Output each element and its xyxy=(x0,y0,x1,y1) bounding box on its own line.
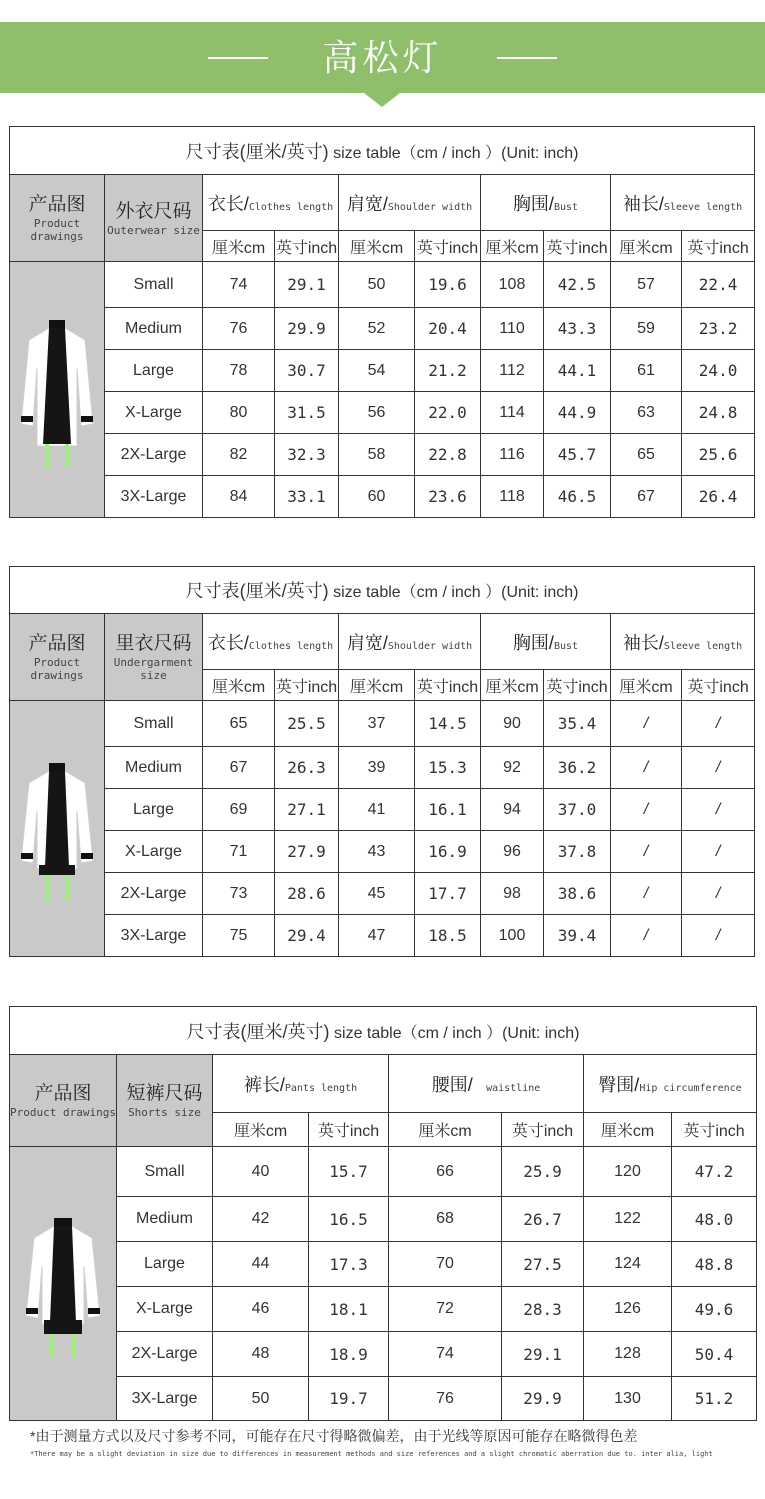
value-cell: 39.4 xyxy=(544,915,611,957)
value-cell: 44 xyxy=(213,1242,309,1287)
value-cell: 46.5 xyxy=(544,476,611,518)
value-cell: 59 xyxy=(611,308,682,350)
value-cell: 118 xyxy=(481,476,544,518)
value-cell: 16.5 xyxy=(309,1197,389,1242)
banner-title: 高松灯 xyxy=(322,37,443,78)
value-cell: / xyxy=(611,831,682,873)
value-cell: 27.9 xyxy=(275,831,339,873)
table-row xyxy=(10,1377,757,1421)
value-cell: 23.2 xyxy=(682,308,755,350)
value-cell: 61 xyxy=(611,350,682,392)
unit-inch: 英寸inch xyxy=(275,231,339,262)
unit-cm: 厘米cm xyxy=(481,231,544,262)
unit-cm: 厘米cm xyxy=(213,1113,309,1147)
unit-inch: 英寸inch xyxy=(544,670,611,701)
measure-header-clothes-length: 衣长/Clothes length xyxy=(203,614,339,670)
value-cell: 29.9 xyxy=(502,1377,584,1421)
value-cell: / xyxy=(611,701,682,747)
value-cell: 21.2 xyxy=(415,350,481,392)
value-cell: 29.1 xyxy=(275,262,339,308)
unit-inch: 英寸inch xyxy=(672,1113,757,1147)
value-cell: 50.4 xyxy=(672,1332,757,1377)
value-cell: 52 xyxy=(339,308,415,350)
value-cell: 48 xyxy=(213,1332,309,1377)
value-cell: 76 xyxy=(203,308,275,350)
measure-header-sleeve-length: 袖长/Sleeve length xyxy=(611,175,755,231)
value-cell: 114 xyxy=(481,392,544,434)
value-cell: 100 xyxy=(481,915,544,957)
value-cell: 126 xyxy=(584,1287,672,1332)
value-cell: 68 xyxy=(389,1197,502,1242)
value-cell: 90 xyxy=(481,701,544,747)
value-cell: 36.2 xyxy=(544,747,611,789)
size-header: 里衣尺码 Undergarment size xyxy=(105,614,203,701)
product-drawing-header: 产品图 Product drawings xyxy=(10,614,105,701)
value-cell: 19.6 xyxy=(415,262,481,308)
unit-cm: 厘米cm xyxy=(339,231,415,262)
size-label: 3X-Large xyxy=(105,915,203,957)
table-title: 尺寸表(厘米/英寸) size table（cm / inch ）(Unit: inch) xyxy=(10,1007,757,1055)
value-cell: 18.1 xyxy=(309,1287,389,1332)
table-row xyxy=(10,434,755,476)
table-row xyxy=(10,1332,757,1377)
table-row xyxy=(10,1242,757,1287)
value-cell: 84 xyxy=(203,476,275,518)
value-cell: 25.9 xyxy=(502,1147,584,1197)
value-cell: 27.5 xyxy=(502,1242,584,1287)
value-cell: 130 xyxy=(584,1377,672,1421)
value-cell: 40 xyxy=(213,1147,309,1197)
value-cell: 50 xyxy=(339,262,415,308)
value-cell: 44.9 xyxy=(544,392,611,434)
value-cell: 26.7 xyxy=(502,1197,584,1242)
size-header: 短裤尺码 Shorts size xyxy=(117,1055,213,1147)
value-cell: 33.1 xyxy=(275,476,339,518)
size-label: 3X-Large xyxy=(105,476,203,518)
value-cell: 22.0 xyxy=(415,392,481,434)
value-cell: 20.4 xyxy=(415,308,481,350)
value-cell: 42 xyxy=(213,1197,309,1242)
value-cell: 37 xyxy=(339,701,415,747)
unit-cm: 厘米cm xyxy=(481,670,544,701)
value-cell: 69 xyxy=(203,789,275,831)
value-cell: 98 xyxy=(481,873,544,915)
value-cell: 66 xyxy=(389,1147,502,1197)
unit-inch: 英寸inch xyxy=(682,670,755,701)
table-row xyxy=(10,873,755,915)
value-cell: 15.3 xyxy=(415,747,481,789)
unit-cm: 厘米cm xyxy=(611,670,682,701)
value-cell: 73 xyxy=(203,873,275,915)
outerwear-size-table xyxy=(9,126,755,518)
value-cell: 25.6 xyxy=(682,434,755,476)
table-row xyxy=(10,915,755,957)
unit-cm: 厘米cm xyxy=(389,1113,502,1147)
value-cell: 45.7 xyxy=(544,434,611,476)
value-cell: 65 xyxy=(611,434,682,476)
note-english: *There may be a slight deviation in size due to differences in measurement methods and size references and a slight chromatic aberration due to. inter alia, light xyxy=(30,1450,713,1458)
value-cell: 29.9 xyxy=(275,308,339,350)
size-label: Small xyxy=(105,701,203,747)
value-cell: 78 xyxy=(203,350,275,392)
unit-inch: 英寸inch xyxy=(415,231,481,262)
value-cell: / xyxy=(682,747,755,789)
value-cell: 48.8 xyxy=(672,1242,757,1287)
value-cell: 96 xyxy=(481,831,544,873)
value-cell: 42.5 xyxy=(544,262,611,308)
size-label: 2X-Large xyxy=(105,873,203,915)
value-cell: 18.9 xyxy=(309,1332,389,1377)
value-cell: 17.7 xyxy=(415,873,481,915)
value-cell: 124 xyxy=(584,1242,672,1287)
value-cell: 120 xyxy=(584,1147,672,1197)
value-cell: 92 xyxy=(481,747,544,789)
unit-inch: 英寸inch xyxy=(544,231,611,262)
value-cell: 43 xyxy=(339,831,415,873)
value-cell: 47.2 xyxy=(672,1147,757,1197)
value-cell: 16.1 xyxy=(415,789,481,831)
value-cell: 39 xyxy=(339,747,415,789)
size-label: Large xyxy=(117,1242,213,1287)
product-image xyxy=(10,1147,117,1421)
measure-header-shoulder-width: 肩宽/Shoulder width xyxy=(339,614,481,670)
value-cell: 67 xyxy=(203,747,275,789)
value-cell: 24.8 xyxy=(682,392,755,434)
value-cell: 17.3 xyxy=(309,1242,389,1287)
table-title: 尺寸表(厘米/英寸) size table（cm / inch ）(Unit: inch) xyxy=(10,567,755,614)
value-cell: 116 xyxy=(481,434,544,476)
value-cell: 24.0 xyxy=(682,350,755,392)
value-cell: 26.4 xyxy=(682,476,755,518)
value-cell: / xyxy=(682,701,755,747)
shorts-size-table xyxy=(9,1006,757,1421)
jacket-product-figure xyxy=(15,306,99,474)
unit-cm: 厘米cm xyxy=(339,670,415,701)
value-cell: 16.9 xyxy=(415,831,481,873)
undergarment-product-figure xyxy=(15,749,99,909)
value-cell: / xyxy=(682,831,755,873)
value-cell: 49.6 xyxy=(672,1287,757,1332)
value-cell: 22.4 xyxy=(682,262,755,308)
note-chinese: *由于测量方式以及尺寸参考不同，可能存在尺寸得略微偏差，由于光线等原因可能存在略微得色差 xyxy=(30,1428,638,1444)
size-label: 2X-Large xyxy=(105,434,203,476)
unit-inch: 英寸inch xyxy=(275,670,339,701)
value-cell: 110 xyxy=(481,308,544,350)
value-cell: 108 xyxy=(481,262,544,308)
value-cell: / xyxy=(611,915,682,957)
size-label: 2X-Large xyxy=(117,1332,213,1377)
size-label: Medium xyxy=(117,1197,213,1242)
value-cell: 46 xyxy=(213,1287,309,1332)
value-cell: 54 xyxy=(339,350,415,392)
value-cell: 19.7 xyxy=(309,1377,389,1421)
measure-header-pants-length: 裤长/Pants length xyxy=(213,1055,389,1113)
size-label: Medium xyxy=(105,747,203,789)
value-cell: 23.6 xyxy=(415,476,481,518)
value-cell: 50 xyxy=(213,1377,309,1421)
table-row xyxy=(10,262,755,308)
unit-cm: 厘米cm xyxy=(203,231,275,262)
shorts-product-figure xyxy=(18,1204,108,1364)
unit-inch: 英寸inch xyxy=(309,1113,389,1147)
value-cell: 128 xyxy=(584,1332,672,1377)
value-cell: 37.0 xyxy=(544,789,611,831)
undergarment-size-table xyxy=(9,566,755,957)
value-cell: 37.8 xyxy=(544,831,611,873)
table-row xyxy=(10,350,755,392)
value-cell: 35.4 xyxy=(544,701,611,747)
size-label: X-Large xyxy=(105,831,203,873)
value-cell: 56 xyxy=(339,392,415,434)
product-drawing-header: 产品图 Product drawings xyxy=(10,1055,117,1147)
table-row xyxy=(10,1287,757,1332)
value-cell: 28.3 xyxy=(502,1287,584,1332)
value-cell: 18.5 xyxy=(415,915,481,957)
value-cell: 60 xyxy=(339,476,415,518)
table-row xyxy=(10,831,755,873)
size-label: X-Large xyxy=(117,1287,213,1332)
measure-header-shoulder-width: 肩宽/Shoulder width xyxy=(339,175,481,231)
value-cell: 25.5 xyxy=(275,701,339,747)
value-cell: 28.6 xyxy=(275,873,339,915)
value-cell: 71 xyxy=(203,831,275,873)
value-cell: 48.0 xyxy=(672,1197,757,1242)
value-cell: 38.6 xyxy=(544,873,611,915)
value-cell: 30.7 xyxy=(275,350,339,392)
value-cell: 29.1 xyxy=(502,1332,584,1377)
size-label: Large xyxy=(105,350,203,392)
value-cell: 43.3 xyxy=(544,308,611,350)
table-row xyxy=(10,701,755,747)
size-label: 3X-Large xyxy=(117,1377,213,1421)
value-cell: 51.2 xyxy=(672,1377,757,1421)
measure-header-bust: 胸围/Bust xyxy=(481,175,611,231)
value-cell: 80 xyxy=(203,392,275,434)
value-cell: 75 xyxy=(203,915,275,957)
unit-inch: 英寸inch xyxy=(682,231,755,262)
size-label: Medium xyxy=(105,308,203,350)
value-cell: / xyxy=(682,789,755,831)
value-cell: 45 xyxy=(339,873,415,915)
measure-header-clothes-length: 衣长/Clothes length xyxy=(203,175,339,231)
value-cell: 32.3 xyxy=(275,434,339,476)
table-row xyxy=(10,392,755,434)
table-row xyxy=(10,789,755,831)
size-header: 外衣尺码 Outerwear size xyxy=(105,175,203,262)
unit-inch: 英寸inch xyxy=(415,670,481,701)
value-cell: / xyxy=(611,873,682,915)
value-cell: 41 xyxy=(339,789,415,831)
value-cell: 70 xyxy=(389,1242,502,1287)
unit-cm: 厘米cm xyxy=(584,1113,672,1147)
value-cell: / xyxy=(611,789,682,831)
value-cell: 14.5 xyxy=(415,701,481,747)
value-cell: 57 xyxy=(611,262,682,308)
unit-cm: 厘米cm xyxy=(203,670,275,701)
unit-cm: 厘米cm xyxy=(611,231,682,262)
product-image xyxy=(10,262,105,518)
value-cell: 67 xyxy=(611,476,682,518)
banner-arrow-icon xyxy=(364,93,400,107)
measure-header-hip-circumference: 臀围/Hip circumference xyxy=(584,1055,757,1113)
measure-header-sleeve-length: 袖长/Sleeve length xyxy=(611,614,755,670)
measure-header-waistline: 腰围/ waistline xyxy=(389,1055,584,1113)
table-row xyxy=(10,476,755,518)
value-cell: 63 xyxy=(611,392,682,434)
value-cell: 58 xyxy=(339,434,415,476)
size-label: X-Large xyxy=(105,392,203,434)
product-drawing-header: 产品图 Product drawings xyxy=(10,175,105,262)
value-cell: / xyxy=(682,873,755,915)
value-cell: 122 xyxy=(584,1197,672,1242)
unit-inch: 英寸inch xyxy=(502,1113,584,1147)
size-label: Small xyxy=(117,1147,213,1197)
size-label: Large xyxy=(105,789,203,831)
value-cell: 27.1 xyxy=(275,789,339,831)
value-cell: 47 xyxy=(339,915,415,957)
table-row xyxy=(10,1197,757,1242)
value-cell: 29.4 xyxy=(275,915,339,957)
value-cell: 65 xyxy=(203,701,275,747)
value-cell: 15.7 xyxy=(309,1147,389,1197)
value-cell: 94 xyxy=(481,789,544,831)
value-cell: 31.5 xyxy=(275,392,339,434)
size-label: Small xyxy=(105,262,203,308)
value-cell: 22.8 xyxy=(415,434,481,476)
product-image xyxy=(10,701,105,957)
measure-header-bust: 胸围/Bust xyxy=(481,614,611,670)
table-row xyxy=(10,1147,757,1197)
value-cell: 112 xyxy=(481,350,544,392)
value-cell: 74 xyxy=(203,262,275,308)
table-title: 尺寸表(厘米/英寸) size table（cm / inch ）(Unit: inch) xyxy=(10,127,755,175)
value-cell: 44.1 xyxy=(544,350,611,392)
value-cell: 74 xyxy=(389,1332,502,1377)
value-cell: 72 xyxy=(389,1287,502,1332)
value-cell: 26.3 xyxy=(275,747,339,789)
table-row xyxy=(10,747,755,789)
table-row xyxy=(10,308,755,350)
value-cell: / xyxy=(611,747,682,789)
value-cell: 82 xyxy=(203,434,275,476)
value-cell: / xyxy=(682,915,755,957)
value-cell: 76 xyxy=(389,1377,502,1421)
